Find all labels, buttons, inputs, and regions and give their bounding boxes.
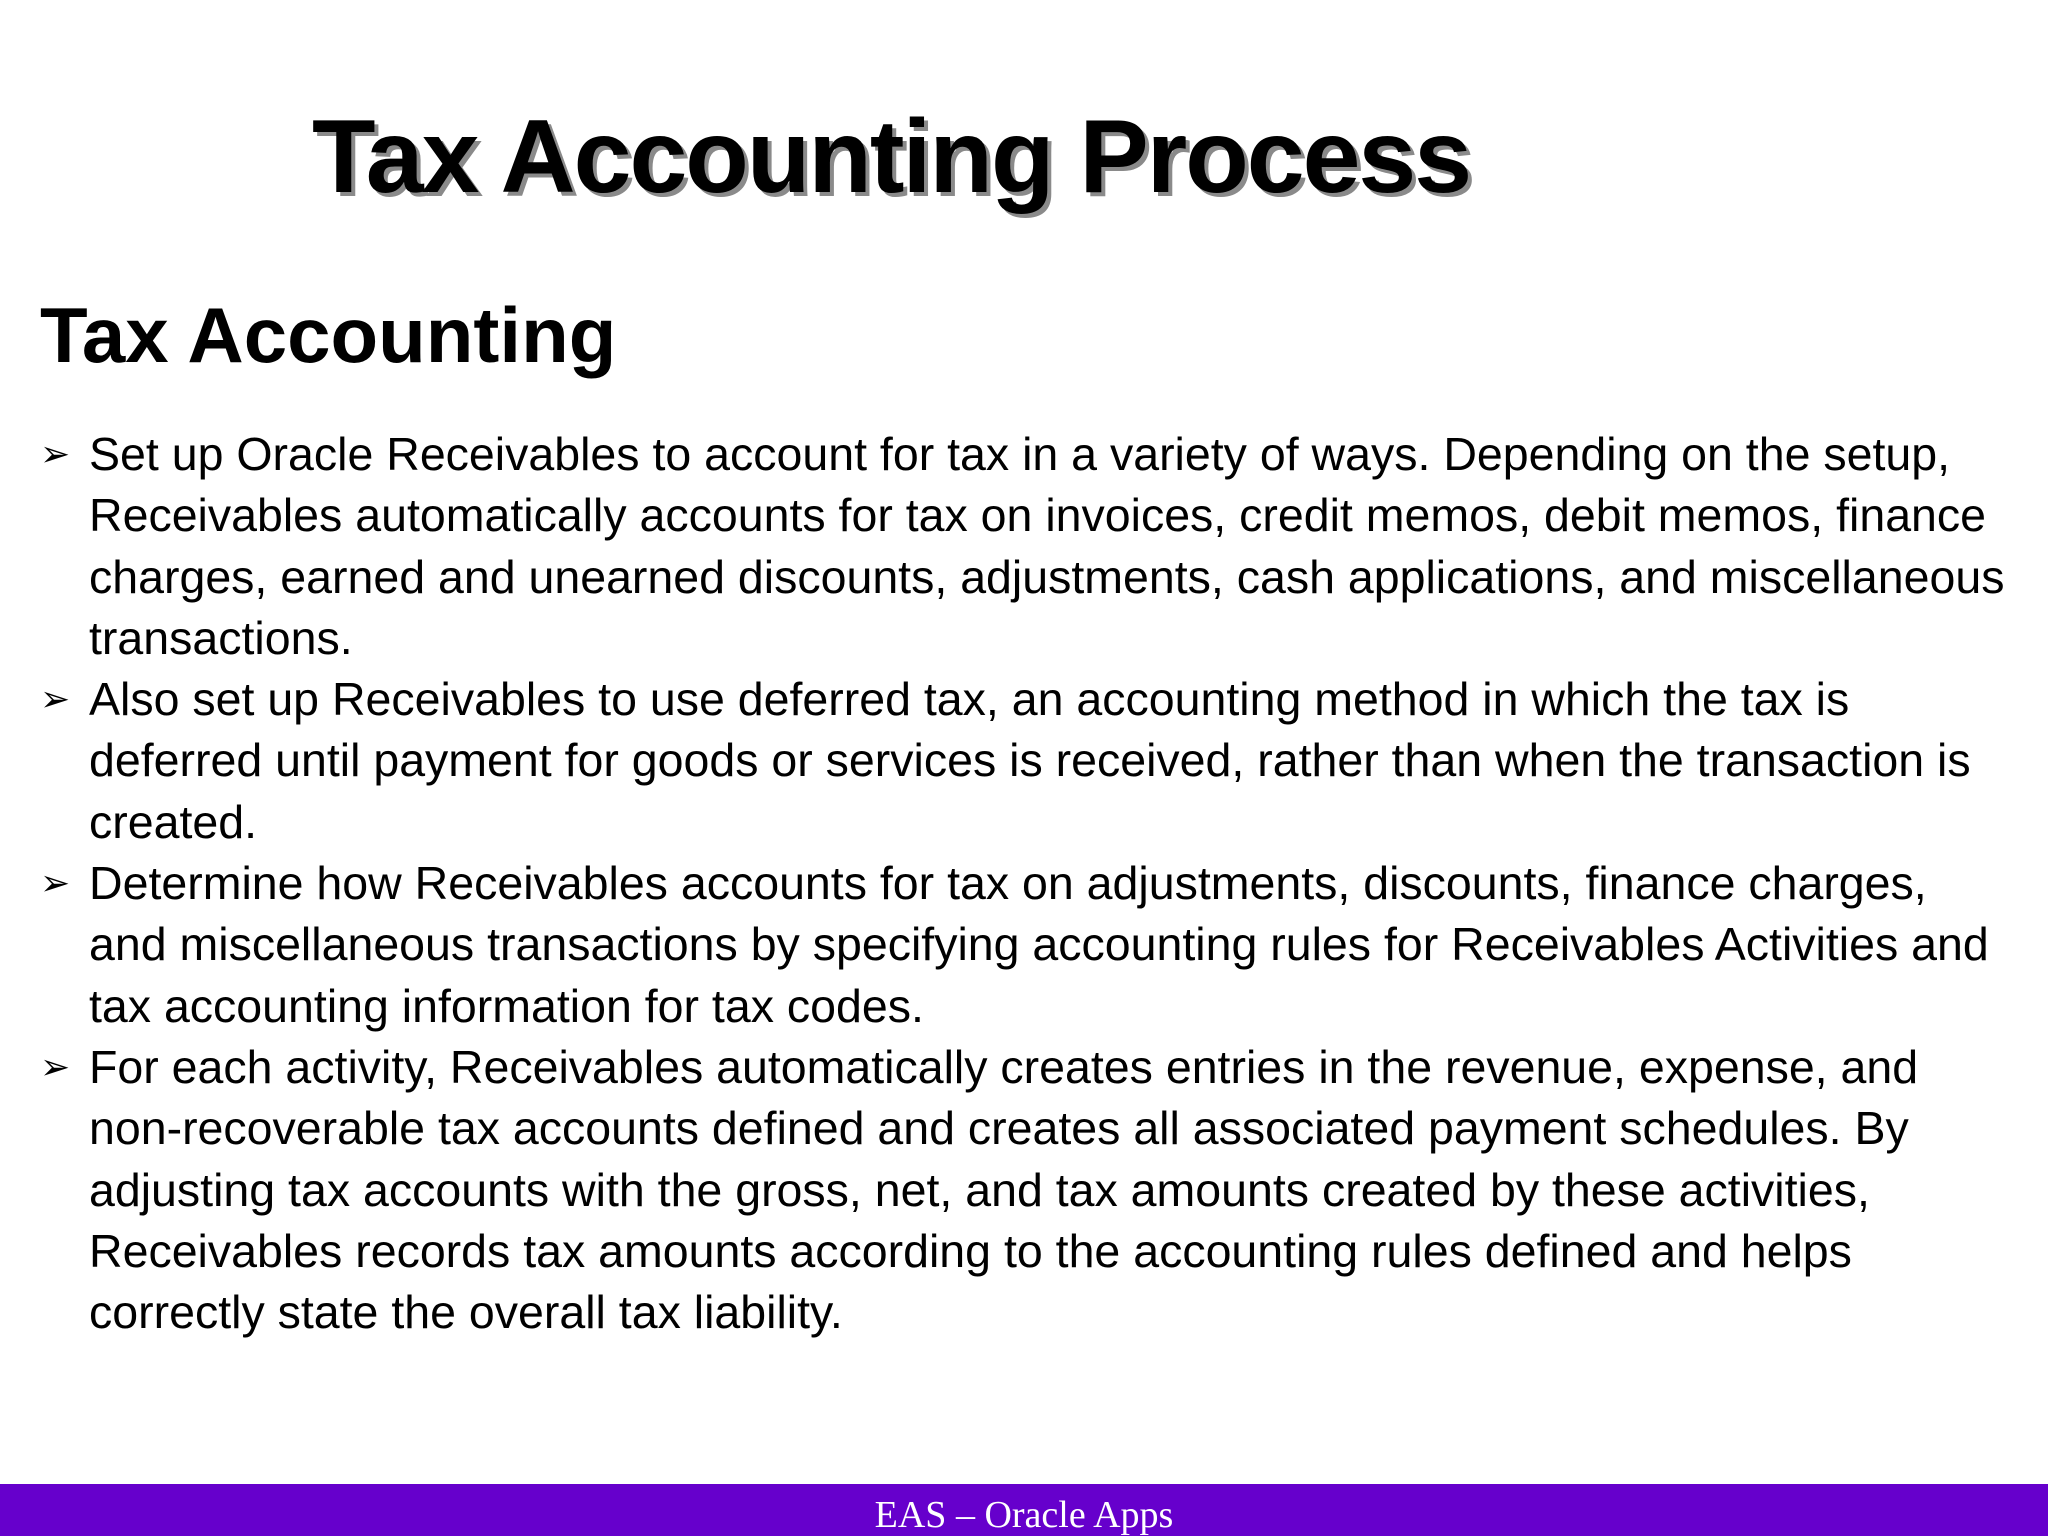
arrowhead-bullet-icon: ➢ (40, 679, 71, 721)
arrowhead-bullet-icon: ➢ (40, 863, 71, 905)
bullet-item (40, 669, 2015, 853)
arrowhead-bullet-icon: ➢ (40, 1046, 71, 1088)
bullet-item (40, 424, 2015, 669)
bullet-text: For each activity, Receivables automatically creates entries in the revenue, expense, and non-recoverable tax accounts defined and creates all associated payment schedules. By adjusting tax accounts with the gross, net, and tax amounts created by these activities, Receivables records tax amounts according to the accounting rules defined and helps correctly state the overall tax liability. (89, 1040, 1919, 1339)
slide-title: Tax Accounting Process (312, 99, 1471, 215)
bullet-text: Also set up Receivables to use deferred tax, an accounting method in which the tax is deferred until payment for goods or services is received, rather than when the transaction is created. (89, 673, 1971, 848)
bullet-text: Determine how Receivables accounts for tax on adjustments, discounts, finance charges, and miscellaneous transactions by specifying accounting rules for Receivables Activities and tax accounting information for tax codes. (89, 857, 1989, 1032)
bullet-list (40, 424, 2015, 1343)
footer-text: EAS – Oracle Apps (874, 1494, 1174, 1536)
footer-bar (0, 1484, 2048, 1536)
arrowhead-bullet-icon: ➢ (40, 434, 71, 475)
bullet-item (40, 1037, 2015, 1343)
bullet-item (40, 853, 2015, 1037)
bullet-text: Set up Oracle Receivables to account for tax in a variety of ways. Depending on the setup, Receivables automatically accounts for tax on invoices, credit memos, debit memos, finance charges, earned and unearned discounts, adjustments, cash applications, and miscellaneous transactions. (89, 428, 2005, 664)
section-heading: Tax Accounting (40, 291, 617, 379)
